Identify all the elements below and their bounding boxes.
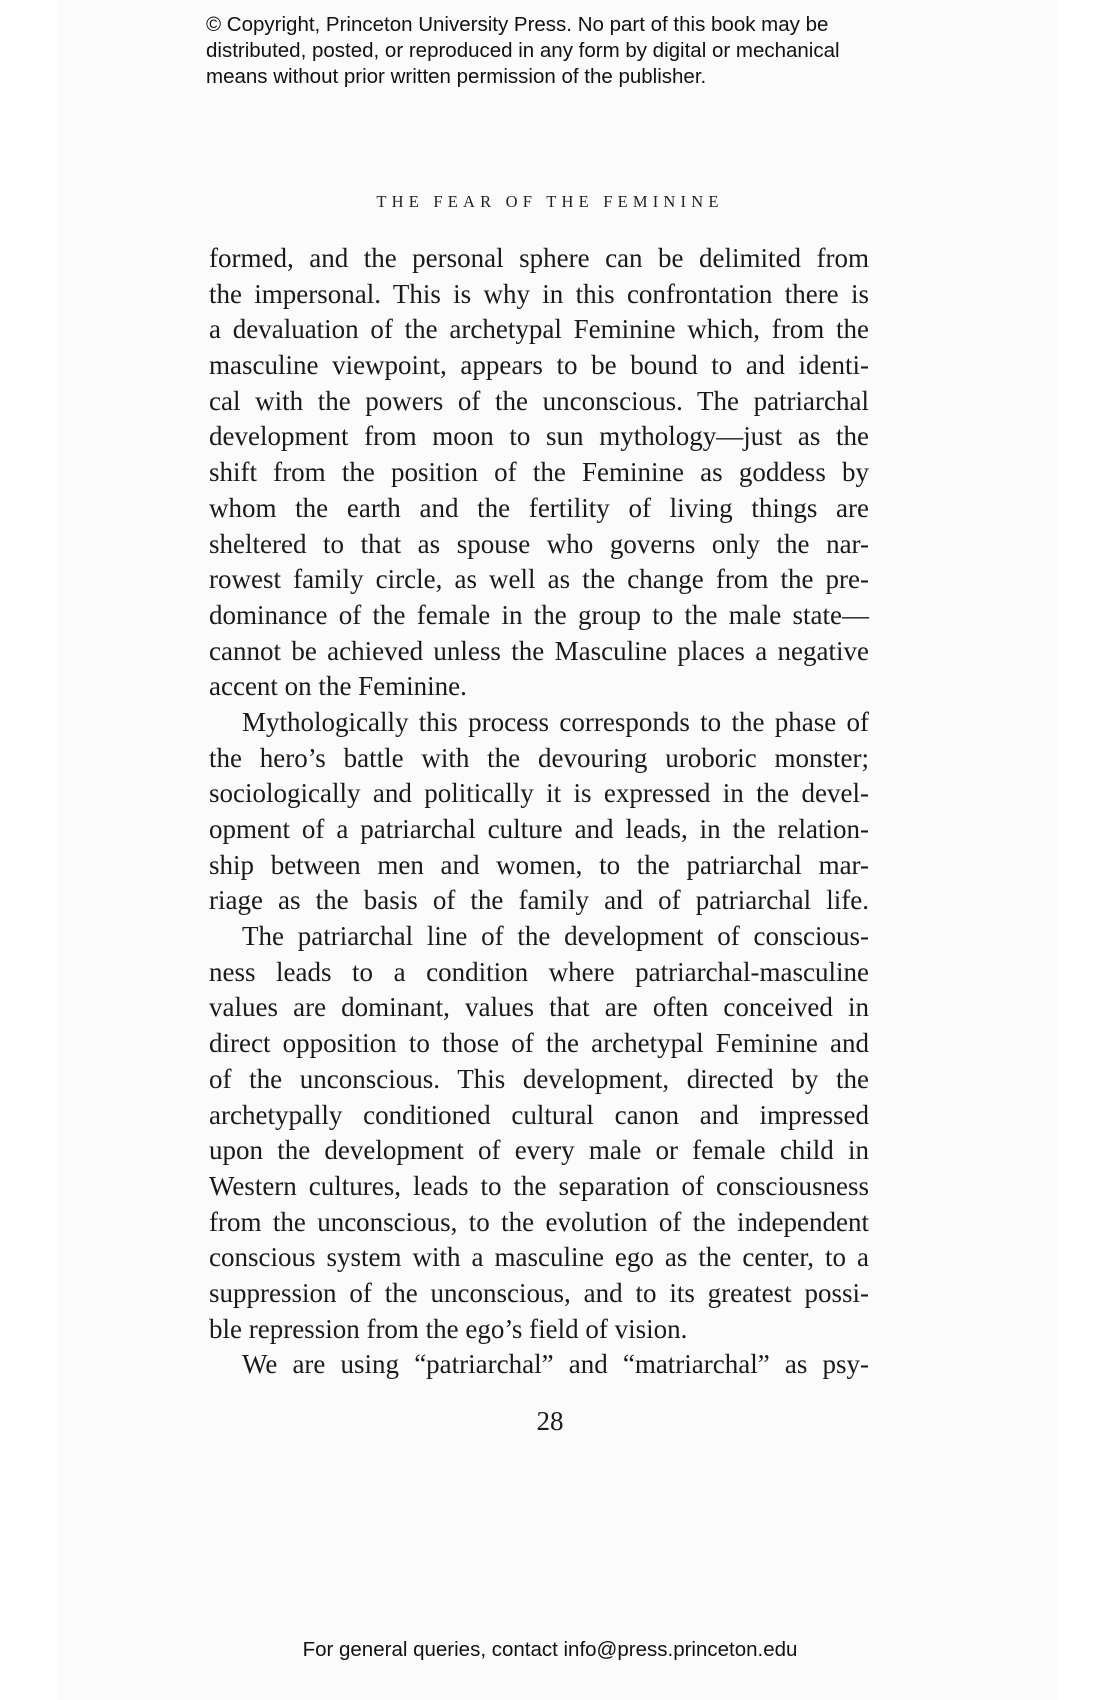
paragraph [209, 241, 869, 705]
text-line: sociologically and politically it is expressed in the devel- [209, 778, 869, 809]
text-line: dominance of the female in the group to the male state— [209, 599, 869, 630]
text-line: accent on the Feminine. [209, 671, 467, 702]
text-line: rowest family circle, as well as the change from the pre- [209, 564, 869, 595]
text-line: direct opposition to those of the archetypal Feminine and [209, 1028, 869, 1059]
text-line: masculine viewpoint, appears to be bound to and identi- [209, 350, 869, 381]
text-line: development from moon to sun mythology—just as the [209, 421, 869, 452]
text-line: cal with the powers of the unconscious. The patriarchal [209, 385, 869, 416]
text-line: opment of a patriarchal culture and leads, in the relation- [209, 814, 869, 844]
text-line: riage as the basis of the family and of patriarchal life. [209, 885, 869, 916]
text-line: ship between men and women, to the patriarchal mar- [209, 849, 869, 880]
text-line: The patriarchal line of the development of conscious- [242, 921, 869, 952]
copyright-line: distributed, posted, or reproduced in any form by digital or mechanical [206, 39, 840, 62]
text-line: values are dominant, values that are often conceived in [209, 992, 869, 1023]
text-line: formed, and the personal sphere can be delimited from [209, 243, 869, 273]
text-line: whom the earth and the fertility of living things are [209, 492, 869, 523]
text-line: shift from the position of the Feminine as goddess by [209, 457, 869, 488]
paragraph [209, 919, 869, 1347]
text-line: the impersonal. This is why in this confrontation there is [209, 278, 869, 309]
text-line: Mythologically this process corresponds to the phase of [242, 706, 869, 737]
paragraph [209, 1347, 869, 1383]
text-line: the hero’s battle with the devouring uroboric monster; [209, 742, 869, 773]
page-number: 28 [536, 1406, 564, 1436]
text-line: archetypally conditioned cultural canon and impressed [209, 1099, 869, 1130]
text-line: ness leads to a condition where patriarchal-masculine [209, 956, 869, 987]
copyright-notice [206, 12, 926, 90]
text-line: Western cultures, leads to the separation of consciousness [209, 1170, 869, 1201]
body-text [209, 241, 869, 1383]
copyright-line: © Copyright, Princeton University Press. No part of this book may be [206, 13, 829, 36]
text-line: from the unconscious, to the evolution of the independent [209, 1206, 869, 1237]
paragraph [209, 705, 869, 919]
running-head: THE FEAR OF THE FEMININE [376, 192, 724, 211]
text-line: suppression of the unconscious, and to its greatest possi- [209, 1277, 869, 1308]
text-line: cannot be achieved unless the Masculine places a negative [209, 635, 869, 666]
copyright-line: means without prior written permission of the publisher. [206, 65, 707, 88]
text-line: sheltered to that as spouse who governs only the nar- [209, 528, 869, 559]
text-line: of the unconscious. This development, directed by the [209, 1063, 869, 1094]
text-line: a devaluation of the archetypal Feminine which, from the [209, 314, 869, 345]
text-line: ble repression from the ego’s field of vision. [209, 1313, 688, 1344]
footer-contact: For general queries, contact info@press.princeton.edu [302, 1638, 798, 1661]
text-line: We are using “patriarchal” and “matriarchal” as psy- [242, 1349, 869, 1380]
text-line: upon the development of every male or female child in [209, 1135, 869, 1166]
text-line: conscious system with a masculine ego as the center, to a [209, 1242, 869, 1273]
